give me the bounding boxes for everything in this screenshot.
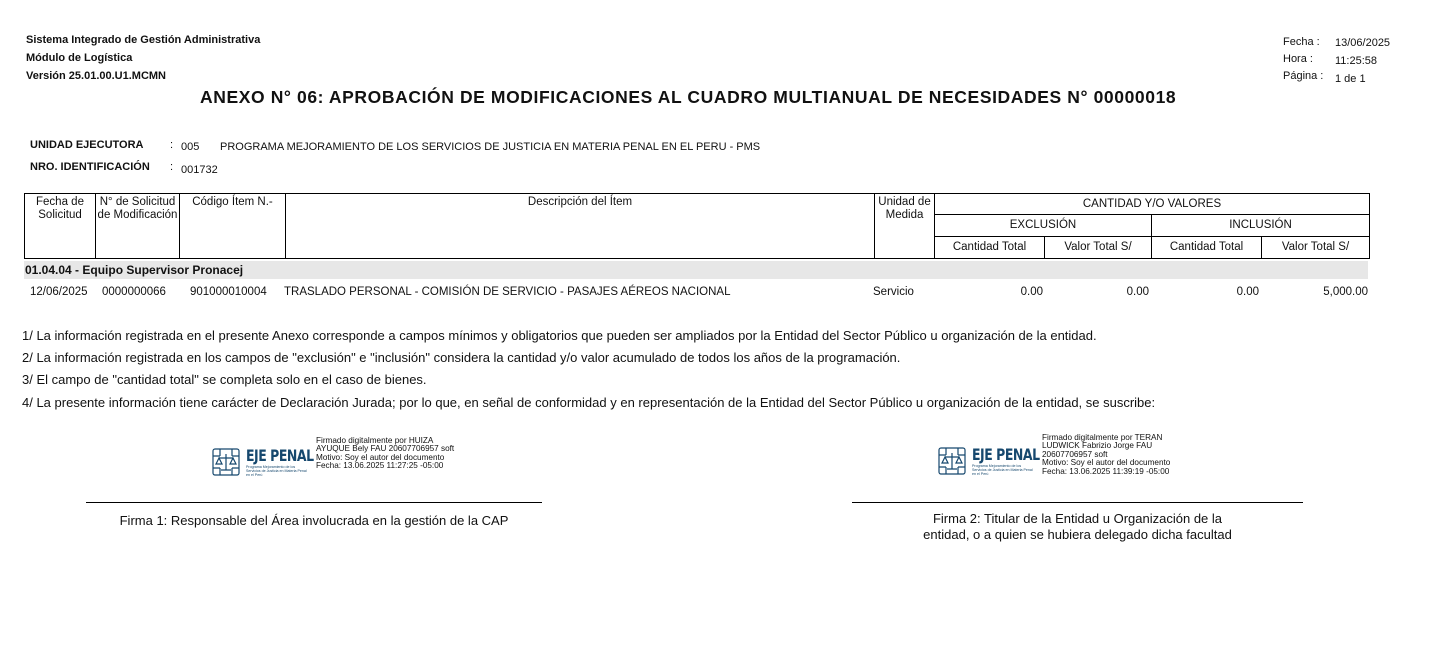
page-title: ANEXO N° 06: APROBACIÓN DE MODIFICACIONES AL CUADRO MULTIANUAL DE NECESIDADES N° 00000018	[200, 87, 1177, 107]
page-label: Página :	[1283, 70, 1324, 82]
col-incl-valor: Valor Total S/	[1262, 237, 1370, 259]
scales-icon	[210, 446, 242, 478]
date-value: 13/06/2025	[1335, 37, 1391, 49]
cell-excl-valor: 0.00	[1126, 286, 1149, 298]
col-exclusion: EXCLUSIÓN	[935, 215, 1152, 237]
col-codigo: Código Ítem N.-	[180, 194, 286, 259]
cell-descripcion: TRASLADO PERSONAL - COMISIÓN DE SERVICIO - PASAJES AÉREOS NACIONAL	[284, 286, 731, 298]
nro-label: NRO. IDENTIFICACIÓN	[30, 161, 150, 173]
signature-2-stamp	[1042, 434, 1170, 476]
note-2: 2/ La información registrada en los campos de "exclusión" e "inclusión" considera la cantidad y/o valor acumulado de todos los años de la programación.	[22, 350, 901, 365]
logo-word-1: EJE PENAL	[246, 446, 314, 465]
stamp-1-line: Fecha: 13.06.2025 11:27:25 -05:00	[316, 461, 444, 471]
cell-codigo: 901000010004	[190, 286, 267, 298]
stamp-1-line: Motivo: Soy el autor del documento	[316, 452, 445, 462]
col-inclusion: INCLUSIÓN	[1152, 215, 1370, 237]
stamp-1-line: Firmado digitalmente por HUIZA	[316, 436, 434, 445]
note-3: 3/ El campo de "cantidad total" se completa solo en el caso de bienes.	[22, 372, 427, 387]
stamp-2-line: Motivo: Soy el autor del documento	[1042, 458, 1171, 468]
version-label: Versión 25.01.00.U1.MCMN	[26, 70, 167, 82]
logo-sub-1: Programa Mejoramiento de los Servicios de Justicia en Materia Penal en el Perú	[246, 465, 307, 477]
nro-value: 001732	[181, 164, 218, 176]
note-4: 4/ La presente información tiene carácter de Declaración Jurada; por lo que, en señal de conformidad y en representación de la Entidad del Sector Público u organización de la entidad, se suscribe:	[22, 395, 1156, 410]
unidad-name: PROGRAMA MEJORAMIENTO DE LOS SERVICIOS DE JUSTICIA EN MATERIA PENAL EN EL PERU - PMS	[220, 141, 761, 153]
stamp-2-line: Firmado digitalmente por TERAN	[1042, 433, 1163, 442]
signature-2-caption	[852, 511, 1303, 543]
logo-sub-2: Programa Mejoramiento de los Servicios de Justicia en Materia Penal en el Perú	[972, 464, 1033, 476]
signature-1-stamp	[316, 437, 454, 471]
logo-word-2: EJE PENAL	[972, 445, 1040, 464]
unidad-code: 005	[181, 141, 200, 153]
signature-2-line	[852, 502, 1303, 503]
col-excl-valor: Valor Total S/	[1045, 237, 1152, 259]
signature-1-logo	[210, 446, 333, 478]
signature-1-line	[86, 502, 542, 503]
stamp-1-line: AYUQUE Bely FAU 20607706957 soft	[316, 444, 455, 454]
stamp-2-line: 20607706957 soft	[1042, 449, 1108, 459]
scales-icon	[936, 445, 968, 477]
cell-incl-valor: 5,000.00	[1323, 286, 1368, 298]
cell-nro: 0000000066	[102, 286, 166, 298]
cell-excl-cantidad: 0.00	[1020, 286, 1043, 298]
module-name: Módulo de Logística	[26, 52, 133, 64]
col-incl-cantidad: Cantidad Total	[1152, 237, 1262, 259]
caption-2-line: Firma 2: Titular de la Entidad u Organización de la	[932, 511, 1223, 526]
items-table-header	[24, 193, 1370, 259]
time-value: 11:25:58	[1335, 55, 1378, 67]
stamp-2-line: LUDWICK Fabrizio Jorge FAU	[1042, 441, 1153, 451]
col-unidad: Unidad de Medida	[875, 194, 935, 259]
col-fecha: Fecha de Solicitud	[25, 194, 96, 259]
group-title: 01.04.04 - Equipo Supervisor Pronacej	[25, 263, 244, 277]
cell-fecha: 12/06/2025	[30, 286, 88, 298]
col-cantidad-valores: CANTIDAD Y/O VALORES	[935, 194, 1370, 215]
signature-1-caption	[86, 513, 542, 529]
col-nro-solicitud: N° de Solicitud de Modificación	[96, 194, 180, 259]
note-1: 1/ La información registrada en el presente Anexo corresponde a campos mínimos y obligatorios que pueden ser ampliados por la Entidad del Sector Público u organización de la entidad.	[22, 328, 1097, 343]
col-excl-cantidad: Cantidad Total	[935, 237, 1045, 259]
cell-unidad: Servicio	[873, 286, 914, 298]
caption-1-line: Firma 1: Responsable del Área involucrada en la gestión de la CAP	[119, 513, 509, 528]
unidad-label: UNIDAD EJECUTORA	[30, 139, 144, 151]
system-name: Sistema Integrado de Gestión Administrativa	[26, 34, 261, 46]
unidad-colon: :	[170, 139, 174, 151]
signature-2-logo	[936, 445, 1059, 477]
col-descripcion: Descripción del Ítem	[286, 194, 875, 259]
stamp-2-line: Fecha: 13.06.2025 11:39:19 -05:00	[1042, 466, 1170, 476]
page-value: 1 de 1	[1335, 73, 1366, 85]
time-label: Hora :	[1283, 53, 1313, 65]
nro-colon: :	[170, 161, 174, 173]
caption-2-line: entidad, o a quien se hubiera delegado dicha facultad	[923, 527, 1232, 542]
cell-incl-cantidad: 0.00	[1236, 286, 1259, 298]
date-label: Fecha :	[1283, 36, 1320, 48]
